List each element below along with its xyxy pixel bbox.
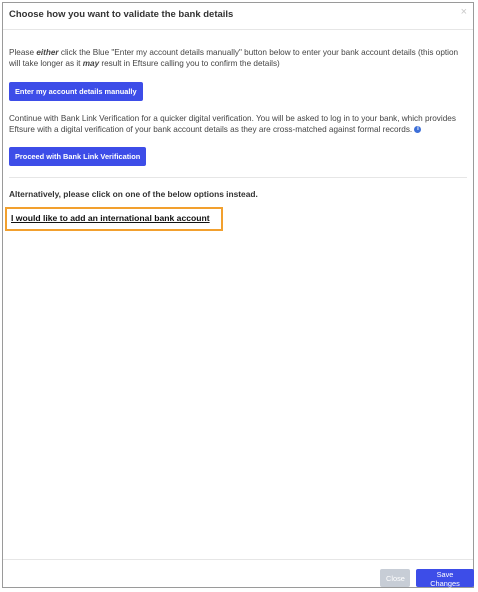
manual-text-3: result in Eftsure calling you to confirm the details) [99,59,280,68]
close-button[interactable]: Close [380,569,410,587]
section-divider [9,177,467,178]
international-account-link[interactable]: I would like to add an international bank account [11,213,210,223]
manual-either: either [36,48,59,57]
manual-text-2: click the Blue "Enter my account details manually" button below to enter your bank account details (this option will take longer as it [9,48,459,68]
dialog-title: Choose how you want to validate the bank details [9,9,234,20]
bank-link-instructions [9,113,467,135]
bank-link-verification-button[interactable]: Proceed with Bank Link Verification [9,147,146,166]
enter-details-manually-button[interactable]: Enter my account details manually [9,82,143,101]
footer-divider [3,559,473,560]
dialog-header [3,3,473,30]
validation-dialog [2,2,474,588]
info-icon[interactable]: i [414,126,421,133]
alternative-heading: Alternatively, please click on one of the below options instead. [9,189,258,199]
save-changes-button[interactable]: Save Changes [416,569,474,587]
bank-link-text: Continue with Bank Link Verification for a quicker digital verification. You will be asked to log in to your bank, which provides Eftsure with a digital verification of your bank account details as they are cross-matched against formal records. [9,114,456,134]
manual-text-1: Please [9,48,37,57]
manual-instructions [9,47,467,69]
manual-may: may [82,59,100,68]
close-icon[interactable]: × [460,6,467,18]
